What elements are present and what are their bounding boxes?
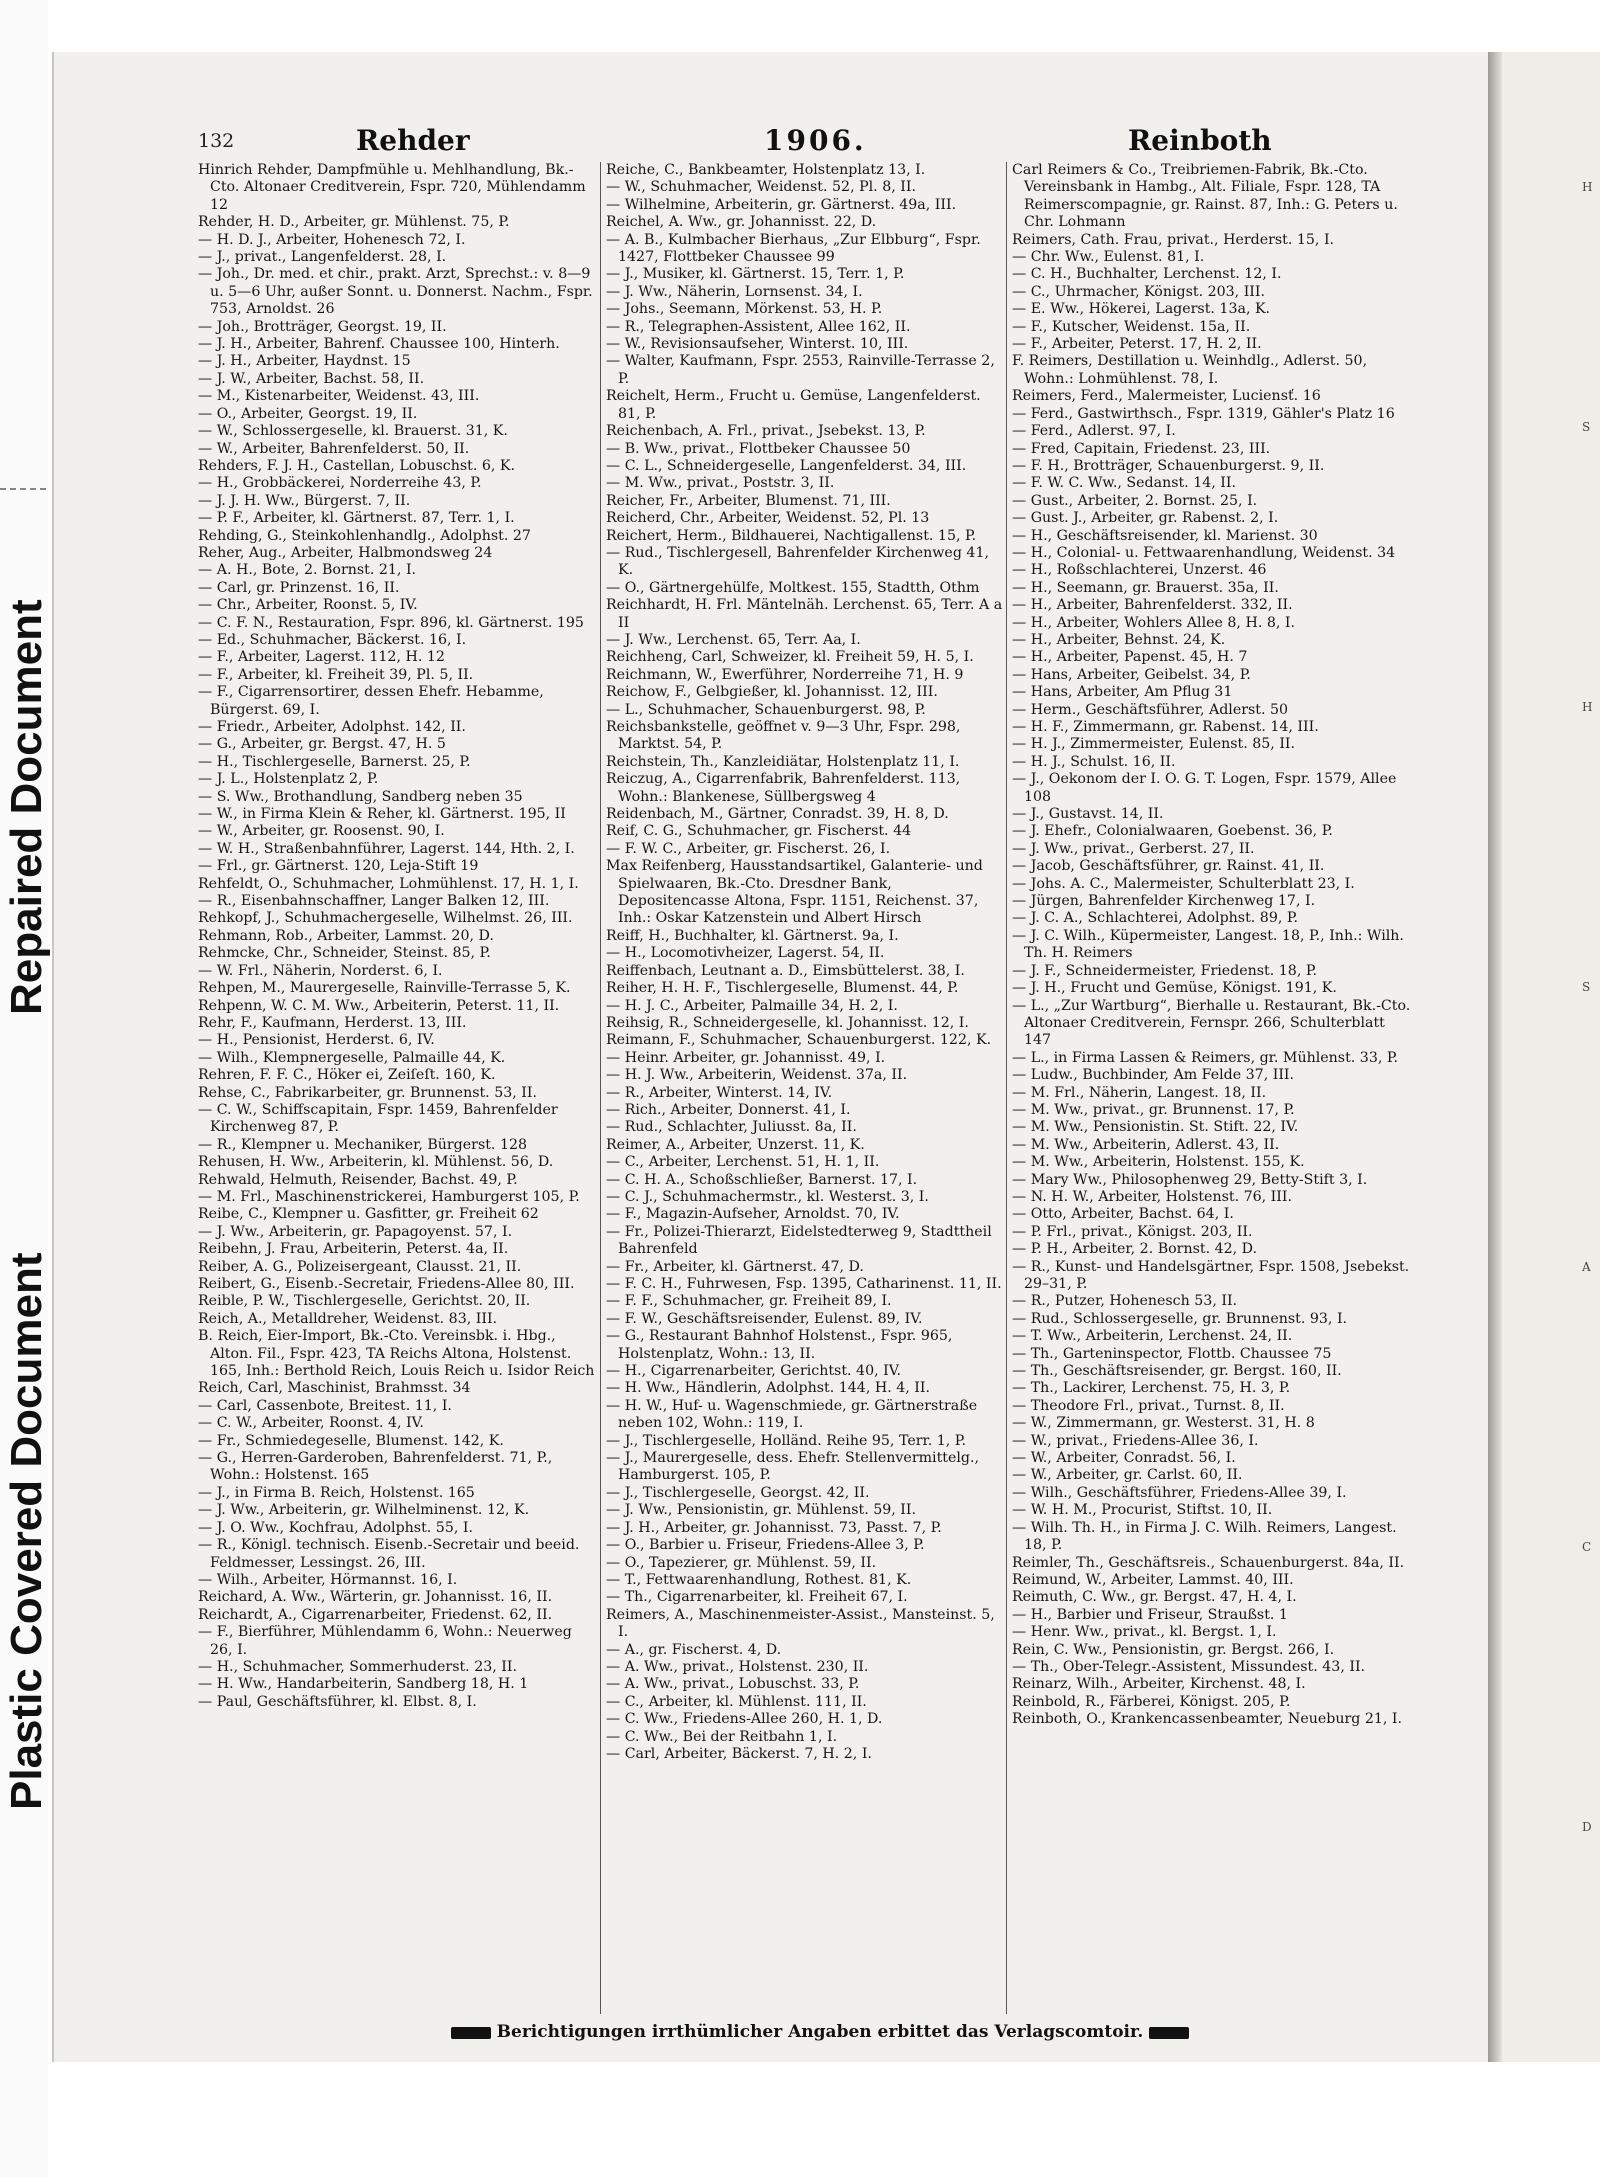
directory-entry: — G., Arbeiter, gr. Bergst. 47, H. 5 — [198, 736, 446, 753]
directory-entry: Reibe, C., Klempner u. Gasfitter, gr. Freiheit 62 — [198, 1206, 539, 1223]
directory-entry: — F., Arbeiter, kl. Freiheit 39, Pl. 5, II. — [198, 666, 474, 683]
directory-entry: — F. C. H., Fuhrwesen, Fsp. 1395, Catharinenst. 11, II. — [606, 1276, 1002, 1292]
directory-entry: — O., Barbier u. Friseur, Friedens-Allee 3, P. — [606, 1537, 925, 1554]
directory-entry: — C. Ww., Bei der Reitbahn 1, I. — [606, 1728, 838, 1745]
directory-entry: Reiffenbach, Leutnant a. D., Eimsbüttelerst. 38, I. — [606, 962, 965, 979]
directory-entry: — Friedr., Arbeiter, Adolphst. 142, II. — [198, 719, 466, 735]
directory-entry: — Rich., Arbeiter, Donnerst. 41, I. — [606, 1101, 851, 1118]
directory-entry: Reichsbankstelle, geöffnet v. 9—3 Uhr, Fspr. 298, Marktst. 54, P. — [606, 719, 961, 753]
directory-entry: — Hans, Arbeiter, Am Pflug 31 — [1012, 684, 1233, 701]
directory-entry: — Th., Garteninspector, Flottb. Chaussee 75 — [1012, 1345, 1332, 1362]
directory-entry: F. Reimers, Destillation u. Weinhdlg., Adlerst. 50, Wohn.: Lohmühlenst. 78, I. — [1012, 353, 1368, 387]
directory-column-1 — [198, 162, 598, 1711]
directory-entry: Reimund, W., Arbeiter, Lammst. 40, III. — [1012, 1571, 1294, 1588]
directory-entry: Reimann, F., Schuhmacher, Schauenburgerst. 122, K. — [606, 1032, 992, 1049]
directory-column-3 — [1012, 162, 1412, 1729]
directory-entry: — H. D. J., Arbeiter, Hohenesch 72, I. — [198, 231, 466, 248]
directory-entry: — J., Tischlergeselle, Georgst. 42, II. — [606, 1484, 870, 1501]
directory-entry: Rehkopf, J., Schuhmachergeselle, Wilhelmst. 26, III. — [198, 910, 573, 927]
directory-entry: Reichel, A. Ww., gr. Johannisst. 22, D. — [606, 214, 877, 231]
directory-entry: — Joh., Brotträger, Georgst. 19, II. — [198, 318, 447, 335]
margin-mark: C — [1582, 1540, 1592, 1554]
directory-entry: — E. Ww., Hökerei, Lagerst. 13a, K. — [1012, 301, 1271, 318]
directory-entry: — W., Arbeiter, gr. Roosenst. 90, I. — [198, 823, 445, 840]
directory-entry: Reich, A., Metalldreher, Weidenst. 83, III. — [198, 1310, 498, 1327]
header-year: 1906. — [764, 124, 867, 157]
directory-entry: — M., Kistenarbeiter, Weidenst. 43, III. — [198, 388, 480, 405]
directory-entry: — J. Ww., Pensionistin, gr. Mühlenst. 59, II. — [606, 1502, 917, 1519]
directory-entry: — H., Arbeiter, Behnst. 24, K. — [1012, 631, 1226, 648]
directory-entry: Reichstein, Th., Kanzleidiätar, Holstenplatz 11, I. — [606, 753, 960, 770]
directory-entry: Max Reifenberg, Hausstandsartikel, Galanterie- und Spielwaaren, Bk.-Cto. Dresdner Bank, Depositencasse Altona, Fspr. 1151, Reichenst. 37, Inh.: Oskar Katzenstein und Albert Hirsch — [606, 858, 983, 927]
directory-entry: — Herm., Geschäftsführer, Adlerst. 50 — [1012, 701, 1289, 718]
directory-entry: — T. Ww., Arbeiterin, Lerchenst. 24, II. — [1012, 1328, 1293, 1345]
directory-entry: — R., Kunst- und Handelsgärtner, Fspr. 1508, Jsebekst. 29–31, P. — [1012, 1258, 1410, 1292]
directory-entry: — J., Oekonom der I. O. G. T. Logen, Fspr. 1579, Allee 108 — [1012, 771, 1397, 805]
directory-entry: Reichardt, A., Cigarrenarbeiter, Friedenst. 62, II. — [198, 1606, 553, 1623]
margin-mark: H — [1582, 700, 1593, 714]
directory-entry: — J. L., Holstenplatz 2, P. — [198, 771, 379, 788]
directory-entry: Carl Reimers & Co., Treibriemen-Fabrik, Bk.-Cto. Vereinsbank in Hambg., Alt. Filiale, Fspr. 128, TA Reimerscompagnie, gr. Rainst. 87, Inh.: G. Peters u. Chr. Lohmann — [1012, 162, 1398, 231]
directory-entry: — R., Arbeiter, Winterst. 14, IV. — [606, 1084, 833, 1101]
directory-column-2 — [606, 162, 1006, 1763]
directory-entry: — Theodore Frl., privat., Turnst. 8, II. — [1012, 1397, 1285, 1414]
footer-text: Berichtigungen irrthümlicher Angaben erbittet das Verlagscomtoir. — [496, 2022, 1144, 2042]
directory-entry: — W., Schlossergeselle, kl. Brauerst. 31, K. — [198, 423, 508, 440]
directory-entry: — C. W., Schiffscapitain, Fspr. 1459, Bahrenfelder Kirchenweg 87, P. — [198, 1101, 558, 1136]
directory-entry: — H., Arbeiter, Wohlers Allee 8, H. 8, I. — [1012, 614, 1296, 631]
directory-entry: — Hans, Arbeiter, Geibelst. 34, P. — [1012, 666, 1251, 683]
directory-entry: Reif, C. G., Schuhmacher, gr. Fischerst. 44 — [606, 823, 912, 840]
directory-entry: — J., in Firma B. Reich, Holstenst. 165 — [198, 1484, 475, 1501]
directory-entry: — Wilh., Geschäftsführer, Friedens-Allee 39, I. — [1012, 1484, 1347, 1501]
directory-entry: — H., Roßschlachterei, Unzerst. 46 — [1012, 562, 1267, 579]
plastic-covered-label: Plastic Covered Document — [2, 1252, 51, 1810]
directory-entry: — F. F., Schuhmacher, gr. Freiheit 89, I. — [606, 1293, 892, 1310]
directory-entry: — Ludw., Buchbinder, Am Felde 37, III. — [1012, 1067, 1295, 1084]
repaired-document-label: Repaired Document — [2, 599, 51, 1015]
directory-entry: — Heinr. Arbeiter, gr. Johannisst. 49, I. — [606, 1049, 886, 1066]
directory-entry: — F., Magazin-Aufseher, Arnoldst. 70, IV. — [606, 1206, 900, 1223]
directory-entry: — Wilh. Th. H., in Firma J. C. Wilh. Reimers, Langest. 18, P. — [1012, 1519, 1397, 1554]
directory-entry: — M. Ww., privat., gr. Brunnenst. 17, P. — [1012, 1101, 1295, 1118]
directory-entry: — R., Telegraphen-Assistent, Allee 162, II. — [606, 318, 911, 335]
directory-entry: Reinbold, R., Färberei, Königst. 205, P. — [1012, 1693, 1291, 1710]
directory-entry: — Chr. Ww., Eulenst. 81, I. — [1012, 249, 1205, 266]
directory-entry: — C. J., Schuhmachermstr., kl. Westerst. 3, I. — [606, 1188, 929, 1205]
directory-entry: — Gust., Arbeiter, 2. Bornst. 25, I. — [1012, 492, 1258, 509]
directory-entry: — Th., Cigarrenarbeiter, kl. Freiheit 67, I. — [606, 1589, 908, 1606]
directory-entry: Rehren, F. F. C., Höker ei, Zeiſeſt. 160, K. — [198, 1067, 496, 1084]
directory-entry: — W., Arbeiter, Bahrenfelderst. 50, II. — [198, 440, 470, 457]
directory-entry: — Ferd., Adlerst. 97, I. — [1012, 423, 1176, 440]
margin-mark: S — [1582, 980, 1591, 994]
directory-entry: — H. J. Ww., Arbeiterin, Weidenst. 37a, II. — [606, 1067, 908, 1084]
directory-entry: — F. W. C. Ww., Sedanst. 14, II. — [1012, 475, 1236, 492]
directory-entry: — Fr., Schmiedegeselle, Blumenst. 142, K. — [198, 1432, 504, 1449]
directory-entry: Reibehn, J. Frau, Arbeiterin, Peterst. 4a, II. — [198, 1241, 509, 1258]
directory-entry: — H., Barbier und Friseur, Straußst. 1 — [1012, 1606, 1288, 1623]
directory-entry: — F. W. C., Arbeiter, gr. Fischerst. 26, I. — [606, 840, 891, 857]
directory-entry: — Johs. A. C., Malermeister, Schulterblatt 23, I. — [1012, 875, 1355, 892]
directory-entry: — H., Schuhmacher, Sommerhuderst. 23, II. — [198, 1658, 517, 1675]
directory-entry: — Rud., Tischlergesell, Bahrenfelder Kirchenweg 41, K. — [606, 544, 989, 579]
directory-entry: — J. H., Arbeiter, gr. Johannisst. 73, Passt. 7, P. — [606, 1519, 942, 1536]
directory-entry: Reher, Aug., Arbeiter, Halbmondsweg 24 — [198, 544, 493, 561]
directory-entry: — J. Ww., Arbeiterin, gr. Papagoyenst. 57, I. — [198, 1223, 513, 1240]
book-gutter — [1488, 52, 1502, 2062]
directory-entry: Rehmcke, Chr., Schneider, Steinst. 85, P. — [198, 945, 491, 962]
directory-entry: Reiczug, A., Cigarrenfabrik, Bahrenfelderst. 113, Wohn.: Blankenese, Süllbergsweg 4 — [606, 771, 961, 805]
directory-entry: Reiff, H., Buchhalter, kl. Gärtnerst. 9a, I. — [606, 927, 899, 944]
margin-mark: D — [1582, 1820, 1592, 1834]
directory-entry: Reimler, Th., Geschäftsreis., Schauenburgerst. 84a, II. — [1012, 1554, 1405, 1571]
pointing-hand-icon — [1149, 2027, 1189, 2039]
directory-entry: — W., in Firma Klein & Reher, kl. Gärtnerst. 195, II — [198, 806, 566, 823]
directory-entry: Reimers, Ferd., Malermeister, Luciensť. 16 — [1012, 388, 1321, 405]
directory-entry: Reich, Carl, Maschinist, Brahmsst. 34 — [198, 1380, 471, 1397]
directory-entry: — A. Ww., privat., Holstenst. 230, II. — [606, 1658, 869, 1675]
directory-entry: Reichert, Herm., Bildhauerei, Nachtigallenst. 15, P. — [606, 527, 977, 544]
side-band — [0, 0, 48, 2177]
directory-entry: Rehding, G., Steinkohlenhandlg., Adolphst. 27 — [198, 527, 531, 544]
directory-entry: Reicher, Fr., Arbeiter, Blumenst. 71, III. — [606, 492, 891, 509]
directory-entry: — J. F., Schneidermeister, Friedenst. 18, P. — [1012, 962, 1318, 979]
directory-entry: — F. W., Geschäftsreisender, Eulenst. 89, IV. — [606, 1310, 923, 1327]
directory-entry: — J. J. H. Ww., Bürgerst. 7, II. — [198, 492, 411, 509]
directory-entry: Reiche, C., Bankbeamter, Holstenplatz 13, I. — [606, 162, 926, 178]
directory-entry: Reihsig, R., Schneidergeselle, kl. Johannisst. 12, I. — [606, 1014, 969, 1031]
directory-entry: — J. Ww., privat., Gerberst. 27, II. — [1012, 840, 1255, 857]
directory-entry: — J. W., Arbeiter, Bachst. 58, II. — [198, 370, 425, 387]
directory-entry: Reibert, G., Eisenb.-Secretair, Friedens-Allee 80, III. — [198, 1276, 575, 1292]
directory-entry: — H., Pensionist, Herderst. 6, IV. — [198, 1032, 435, 1049]
directory-entry: — Wilhelmine, Arbeiterin, gr. Gärtnerst. 49a, III. — [606, 196, 957, 213]
directory-entry: — F. H., Brotträger, Schauenburgerst. 9, II. — [1012, 457, 1325, 474]
directory-entry: Reichhardt, H. Frl. Mäntelnäh. Lerchenst. 65, Terr. A a II — [606, 597, 1003, 631]
directory-entry: — M. Frl., Näherin, Langest. 18, II. — [1012, 1084, 1267, 1101]
directory-entry: — J. Ehefr., Colonialwaaren, Goebenst. 36, P. — [1012, 823, 1333, 840]
directory-entry: — C. H. A., Schoßschließer, Barnerst. 17, I. — [606, 1171, 918, 1188]
directory-entry: Reichheng, Carl, Schweizer, kl. Freiheit 59, H. 5, I. — [606, 649, 974, 666]
directory-entry: — B. Ww., privat., Flottbeker Chaussee 50 — [606, 440, 911, 457]
directory-entry: — O., Gärtnergehülfe, Moltkest. 155, Stadtth, Othm — [606, 579, 980, 596]
directory-entry: Reinboth, O., Krankencassenbeamter, Neueburg 21, I. — [1012, 1711, 1403, 1728]
directory-entry: — Henr. Ww., privat., kl. Bergst. 1, I. — [1012, 1624, 1277, 1641]
directory-entry: — Frl., gr. Gärtnerst. 120, Leja-Stift 19 — [198, 858, 479, 875]
directory-entry: — H., Arbeiter, Bahrenfelderst. 332, II. — [1012, 597, 1293, 614]
directory-entry: — J. Ww., Lerchenst. 65, Terr. Aa, I. — [606, 631, 861, 648]
directory-entry: Rehfeldt, O., Schuhmacher, Lohmühlenst. 17, H. 1, I. — [198, 875, 579, 892]
directory-entry: — Jacob, Geschäftsführer, gr. Rainst. 41, II. — [1012, 858, 1325, 875]
directory-entry: — H. J., Schulst. 16, II. — [1012, 753, 1176, 770]
directory-entry: — H., Locomotivheizer, Lagerst. 54, II. — [606, 945, 885, 962]
directory-entry: — H., Cigarrenarbeiter, Gerichtst. 40, IV. — [606, 1363, 902, 1380]
page-header — [198, 124, 1272, 164]
directory-entry: Reimers, A., Maschinenmeister-Assist., Mansteinst. 5, I. — [606, 1606, 995, 1641]
directory-entry: — J., Tischlergeselle, Holländ. Reihe 95, Terr. 1, P. — [606, 1432, 966, 1449]
directory-entry: — J. C. A., Schlachterei, Adolphst. 89, P. — [1012, 910, 1299, 927]
directory-entry: — H., Tischlergeselle, Barnerst. 25, P. — [198, 753, 471, 770]
directory-entry: — H. W., Huf- u. Wagenschmiede, gr. Gärtnerstraße neben 102, Wohn.: 119, I. — [606, 1397, 978, 1432]
directory-entry: — Carl, gr. Prinzenst. 16, II. — [198, 579, 400, 596]
directory-entry: — Ed., Schuhmacher, Bäckerst. 16, I. — [198, 631, 467, 648]
directory-entry: — Joh., Dr. med. et chir., prakt. Arzt, Sprechst.: v. 8—9 u. 5—6 Uhr, außer Sonnt. u. Donnerst. Nachm., Fspr. 753, Arnoldst. 26 — [198, 266, 593, 318]
header-first-name: Rehder — [356, 124, 470, 157]
directory-entry: — Th., Ober-Telegr.-Assistent, Missundest. 43, II. — [1012, 1658, 1366, 1675]
footer-note — [440, 2022, 1200, 2042]
directory-entry: — C., Uhrmacher, Königst. 203, III. — [1012, 283, 1266, 300]
directory-entry: — F., Arbeiter, Peterst. 17, H. 2, II. — [1012, 336, 1262, 353]
directory-entry: — A. B., Kulmbacher Bierhaus, „Zur Elbburg“, Fspr. 1427, Flottbeker Chaussee 99 — [606, 231, 981, 266]
directory-entry: — N. H. W., Arbeiter, Holstenst. 76, III. — [1012, 1188, 1292, 1205]
directory-entry: — L., „Zur Wartburg“, Bierhalle u. Restaurant, Bk.-Cto. Altonaer Creditverein, Fernspr. 266, Schulterblatt 147 — [1012, 997, 1411, 1049]
directory-entry: — F., Cigarrensortirer, dessen Ehefr. Hebamme, Bürgerst. 69, I. — [198, 684, 544, 718]
directory-entry: — Paul, Geschäftsführer, kl. Elbst. 8, I. — [198, 1693, 477, 1710]
directory-entry: — Ferd., Gastwirthsch., Fspr. 1319, Gähler's Platz 16 — [1012, 405, 1395, 422]
directory-entry: Reichelt, Herm., Frucht u. Gemüse, Langenfelderst. 81, P. — [606, 388, 981, 422]
directory-entry: — C. W., Arbeiter, Roonst. 4, IV. — [198, 1415, 424, 1432]
directory-entry: — Fr., Polizei-Thierarzt, Eidelstedterweg 9, Stadttheil Bahrenfeld — [606, 1223, 992, 1258]
directory-entry: — Wilh., Arbeiter, Hörmannst. 16, I. — [198, 1571, 458, 1588]
directory-entry: — Gust. J., Arbeiter, gr. Rabenst. 2, I. — [1012, 510, 1279, 527]
directory-entry: Rehpenn, W. C. M. Ww., Arbeiterin, Peterst. 11, II. — [198, 997, 560, 1014]
directory-entry: Rehders, F. J. H., Castellan, Lobuschst. 6, K. — [198, 457, 516, 474]
directory-entry: Rehusen, H. Ww., Arbeiterin, kl. Mühlenst. 56, D. — [198, 1154, 554, 1171]
directory-entry: — H., Colonial- u. Fettwaarenhandlung, Weidenst. 34 — [1012, 544, 1396, 561]
pointing-hand-icon — [451, 2027, 491, 2039]
directory-entry: — J. C. Wilh., Küpermeister, Langest. 18, P., Inh.: Wilh. Th. H. Reimers — [1012, 927, 1404, 962]
directory-entry: — Wilh., Klempnergeselle, Palmaille 44, K. — [198, 1049, 506, 1066]
adjacent-page-edge — [1502, 52, 1600, 2062]
directory-entry: Reichard, A. Ww., Wärterin, gr. Johannisst. 16, II. — [198, 1589, 553, 1606]
directory-entry: — Otto, Arbeiter, Bachst. 64, I. — [1012, 1206, 1234, 1223]
directory-entry: — J. H., Frucht und Gemüse, Königst. 191, K. — [1012, 980, 1337, 997]
margin-mark: H — [1582, 180, 1593, 194]
directory-entry: — C. H., Buchhalter, Lerchenst. 12, I. — [1012, 266, 1282, 283]
directory-entry: Reimuth, C. Ww., gr. Bergst. 47, H. 4, I. — [1012, 1589, 1297, 1606]
directory-entry: — J. H., Arbeiter, Haydnst. 15 — [198, 353, 411, 370]
directory-entry: — Th., Geschäftsreisender, gr. Bergst. 160, II. — [1012, 1363, 1342, 1380]
directory-entry: — O., Tapezierer, gr. Mühlenst. 59, II. — [606, 1554, 877, 1571]
directory-entry: — H., Geschäftsreisender, kl. Marienst. 30 — [1012, 527, 1318, 544]
directory-entry: — L., Schuhmacher, Schauenburgerst. 98, P. — [606, 701, 926, 718]
directory-entry: — P. Frl., privat., Königst. 203, II. — [1012, 1223, 1253, 1240]
directory-entry: Reinarz, Wilh., Arbeiter, Kirchenst. 48, I. — [1012, 1676, 1306, 1693]
directory-entry: — Carl, Arbeiter, Bäckerst. 7, H. 2, I. — [606, 1745, 872, 1762]
column-rule — [600, 162, 601, 2014]
directory-entry: Rehse, C., Fabrikarbeiter, gr. Brunnenst. 53, II. — [198, 1084, 537, 1101]
directory-entry: — R., Eisenbahnschaffner, Langer Balken 12, III. — [198, 893, 550, 910]
directory-entry: — Carl, Cassenbote, Breitest. 11, I. — [198, 1397, 452, 1414]
directory-entry: — C. L., Schneidergeselle, Langenfelderst. 34, III. — [606, 457, 967, 474]
directory-entry: — J., Musiker, kl. Gärtnerst. 15, Terr. 1, P. — [606, 266, 905, 283]
directory-entry: — J. O. Ww., Kochfrau, Adolphst. 55, I. — [198, 1519, 473, 1536]
directory-entry: — A. Ww., privat., Lobuschst. 33, P. — [606, 1676, 860, 1693]
directory-entry: — W., privat., Friedens-Allee 36, I. — [1012, 1432, 1259, 1449]
directory-entry: Reiher, H. H. F., Tischlergeselle, Blumenst. 44, P. — [606, 980, 959, 997]
directory-entry: — Chr., Arbeiter, Roonst. 5, IV. — [198, 597, 418, 614]
directory-entry: — J. Ww., Näherin, Lornsenst. 34, I. — [606, 283, 863, 300]
directory-entry: — R., Putzer, Hohenesch 53, II. — [1012, 1293, 1238, 1310]
directory-entry: Reiber, A. G., Polizeisergeant, Clausst. 21, II. — [198, 1258, 522, 1275]
directory-entry: — R., Klempner u. Mechaniker, Bürgerst. 128 — [198, 1136, 528, 1153]
directory-entry: — H., Arbeiter, Papenst. 45, H. 7 — [1012, 649, 1248, 666]
directory-entry: — J., Maurergeselle, dess. Ehefr. Stellenvermittelg., Hamburgerst. 105, P. — [606, 1450, 980, 1484]
directory-entry: — W., Arbeiter, Conradst. 56, I. — [1012, 1450, 1236, 1467]
header-last-name: Reinboth — [1128, 124, 1272, 157]
directory-entry: Reimers, Cath. Frau, privat., Herderst. 15, I. — [1012, 231, 1335, 248]
directory-entry: — M. Ww., Arbeiterin, Adlerst. 43, II. — [1012, 1136, 1280, 1153]
directory-entry: Rehwald, Helmuth, Reisender, Bachst. 49, P. — [198, 1171, 518, 1188]
directory-entry: Reible, P. W., Tischlergeselle, Gerichtst. 20, II. — [198, 1293, 531, 1310]
directory-entry: — H. J. C., Arbeiter, Palmaille 34, H. 2, I. — [606, 997, 898, 1014]
directory-entry: — Walter, Kaufmann, Fspr. 2553, Rainville-Terrasse 2, P. — [606, 353, 995, 387]
cut-line — [0, 488, 46, 490]
directory-entry: Reichenbach, A. Frl., privat., Jsebekst. 13, P. — [606, 423, 926, 440]
directory-entry: — W., Schuhmacher, Weidenst. 52, Pl. 8, II. — [606, 179, 916, 196]
directory-entry: — J. Ww., Arbeiterin, gr. Wilhelminenst. 12, K. — [198, 1502, 530, 1519]
directory-entry: Rehder, H. D., Arbeiter, gr. Mühlenst. 75, P. — [198, 214, 510, 231]
directory-entry: — M. Ww., Pensionistin. St. Stift. 22, IV. — [1012, 1119, 1299, 1136]
directory-entry: — T., Fettwaarenhandlung, Rothest. 81, K. — [606, 1571, 912, 1588]
directory-entry: — L., in Firma Lassen & Reimers, gr. Mühlenst. 33, P. — [1012, 1049, 1399, 1066]
directory-entry: Reidenbach, M., Gärtner, Conradst. 39, H. 8, D. — [606, 806, 949, 823]
column-rule — [1006, 162, 1007, 2014]
directory-entry: — G., Restaurant Bahnhof Holstenst., Fspr. 965, Holstenplatz, Wohn.: 13, II. — [606, 1328, 953, 1362]
directory-entry: — Fred, Capitain, Friedenst. 23, III. — [1012, 440, 1271, 457]
page-number: 132 — [198, 130, 235, 152]
directory-entry: — S. Ww., Brothandlung, Sandberg neben 35 — [198, 788, 523, 805]
directory-entry: — W. Frl., Näherin, Norderst. 6, I. — [198, 962, 443, 979]
directory-entry: — W., Zimmermann, gr. Westerst. 31, H. 8 — [1012, 1415, 1315, 1432]
directory-entry: — H., Seemann, gr. Brauerst. 35a, II. — [1012, 579, 1279, 596]
directory-entry: — W., Revisionsaufseher, Winterst. 10, III. — [606, 336, 909, 353]
directory-entry: — Jürgen, Bahrenfelder Kirchenweg 17, I. — [1012, 893, 1316, 910]
directory-entry: — M. Frl., Maschinenstrickerei, Hamburgerst 105, P. — [198, 1188, 580, 1205]
directory-entry: — G., Herren-Garderoben, Bahrenfelderst. 71, P., Wohn.: Holstenst. 165 — [198, 1450, 553, 1484]
directory-entry: — M. Ww., privat., Poststr. 3, II. — [606, 475, 835, 492]
directory-entry: — C. F. N., Restauration, Fspr. 896, kl. Gärtnerst. 195 — [198, 614, 584, 631]
directory-entry: — W. H., Straßenbahnführer, Lagerst. 144, Hth. 2, I. — [198, 840, 575, 857]
directory-entry: Rein, C. Ww., Pensionistin, gr. Bergst. 266, I. — [1012, 1641, 1335, 1658]
directory-entry: — H. Ww., Handarbeiterin, Sandberg 18, H. 1 — [198, 1676, 529, 1693]
directory-entry: — F., Bierführer, Mühlendamm 6, Wohn.: Neuerweg 26, I. — [198, 1624, 572, 1658]
directory-entry: Hinrich Rehder, Dampfmühle u. Mehlhandlung, Bk.-Cto. Altonaer Creditverein, Fspr. 720, Mühlendamm 12 — [198, 162, 586, 213]
directory-entry: — O., Arbeiter, Georgst. 19, II. — [198, 405, 418, 422]
directory-entry: — H. J., Zimmermeister, Eulenst. 85, II. — [1012, 736, 1296, 753]
directory-entry: B. Reich, Eier-Import, Bk.-Cto. Vereinsbk. i. Hbg., Alton. Fil., Fspr. 423, TA Reichs Altona, Holstenst. 165, Inh.: Berthold Reich, Louis Reich u. Isidor Reich — [198, 1328, 595, 1380]
directory-entry: — Rud., Schlossergeselle, gr. Brunnenst. 93, I. — [1012, 1310, 1348, 1327]
directory-entry: Reichmann, W., Ewerführer, Norderreihe 71, H. 9 — [606, 666, 964, 683]
directory-entry: Rehmann, Rob., Arbeiter, Lammst. 20, D. — [198, 927, 494, 944]
directory-entry: — C., Arbeiter, Lerchenst. 51, H. 1, II. — [606, 1154, 880, 1171]
directory-entry: Rehpen, M., Maurergeselle, Rainville-Terrasse 5, K. — [198, 980, 571, 997]
directory-entry: — M. Ww., Arbeiterin, Holstenst. 155, K. — [1012, 1154, 1305, 1171]
margin-mark: S — [1582, 420, 1591, 434]
directory-entry: — Mary Ww., Philosophenweg 29, Betty-Stift 3, I. — [1012, 1171, 1368, 1188]
directory-entry: Rehr, F., Kaufmann, Herderst. 13, III. — [198, 1014, 467, 1031]
directory-entry: — H., Grobbäckerei, Norderreihe 43, P. — [198, 475, 482, 492]
directory-entry: — P. H., Arbeiter, 2. Bornst. 42, D. — [1012, 1241, 1258, 1258]
directory-entry: — Th., Lackirer, Lerchenst. 75, H. 3, P. — [1012, 1380, 1291, 1397]
directory-entry: — C. Ww., Friedens-Allee 260, H. 1, D. — [606, 1711, 883, 1728]
directory-entry: — J., privat., Langenfelderst. 28, I. — [198, 249, 447, 266]
directory-entry: — W., Arbeiter, gr. Carlst. 60, II. — [1012, 1467, 1243, 1484]
directory-entry: — F., Kutscher, Weidenst. 15a, II. — [1012, 318, 1251, 335]
directory-entry: — H. Ww., Händlerin, Adolphst. 144, H. 4, II. — [606, 1380, 931, 1397]
directory-entry: — H. F., Zimmermann, gr. Rabenst. 14, III. — [1012, 719, 1319, 735]
directory-entry: Reimer, A., Arbeiter, Unzerst. 11, K. — [606, 1136, 865, 1153]
directory-entry: — P. F., Arbeiter, kl. Gärtnerst. 87, Terr. 1, I. — [198, 510, 515, 527]
directory-entry: — J., Gustavst. 14, II. — [1012, 806, 1164, 823]
directory-entry: — R., Königl. technisch. Eisenb.-Secretair und beeid. Feldmesser, Lessingst. 26, III. — [198, 1537, 580, 1571]
directory-entry: Reichow, F., Gelbgießer, kl. Johannisst. 12, III. — [606, 684, 938, 701]
directory-entry: — W. H. M., Procurist, Stiftst. 10, II. — [1012, 1502, 1273, 1519]
directory-entry: Reicherd, Chr., Arbeiter, Weidenst. 52, Pl. 13 — [606, 510, 930, 527]
directory-entry: — Rud., Schlachter, Juliusst. 8a, II. — [606, 1119, 857, 1136]
directory-entry: — A. H., Bote, 2. Bornst. 21, I. — [198, 562, 417, 579]
directory-entry: — Johs., Seemann, Mörkenst. 53, H. P. — [606, 301, 883, 318]
directory-entry: — A., gr. Fischerst. 4, D. — [606, 1641, 782, 1658]
margin-mark: A — [1582, 1260, 1591, 1274]
directory-entry: — J. H., Arbeiter, Bahrenf. Chaussee 100, Hinterh. — [198, 336, 560, 353]
directory-entry: — F., Arbeiter, Lagerst. 112, H. 12 — [198, 649, 445, 666]
directory-entry: — Fr., Arbeiter, kl. Gärtnerst. 47, D. — [606, 1258, 864, 1275]
directory-entry: — C., Arbeiter, kl. Mühlenst. 111, II. — [606, 1693, 867, 1710]
